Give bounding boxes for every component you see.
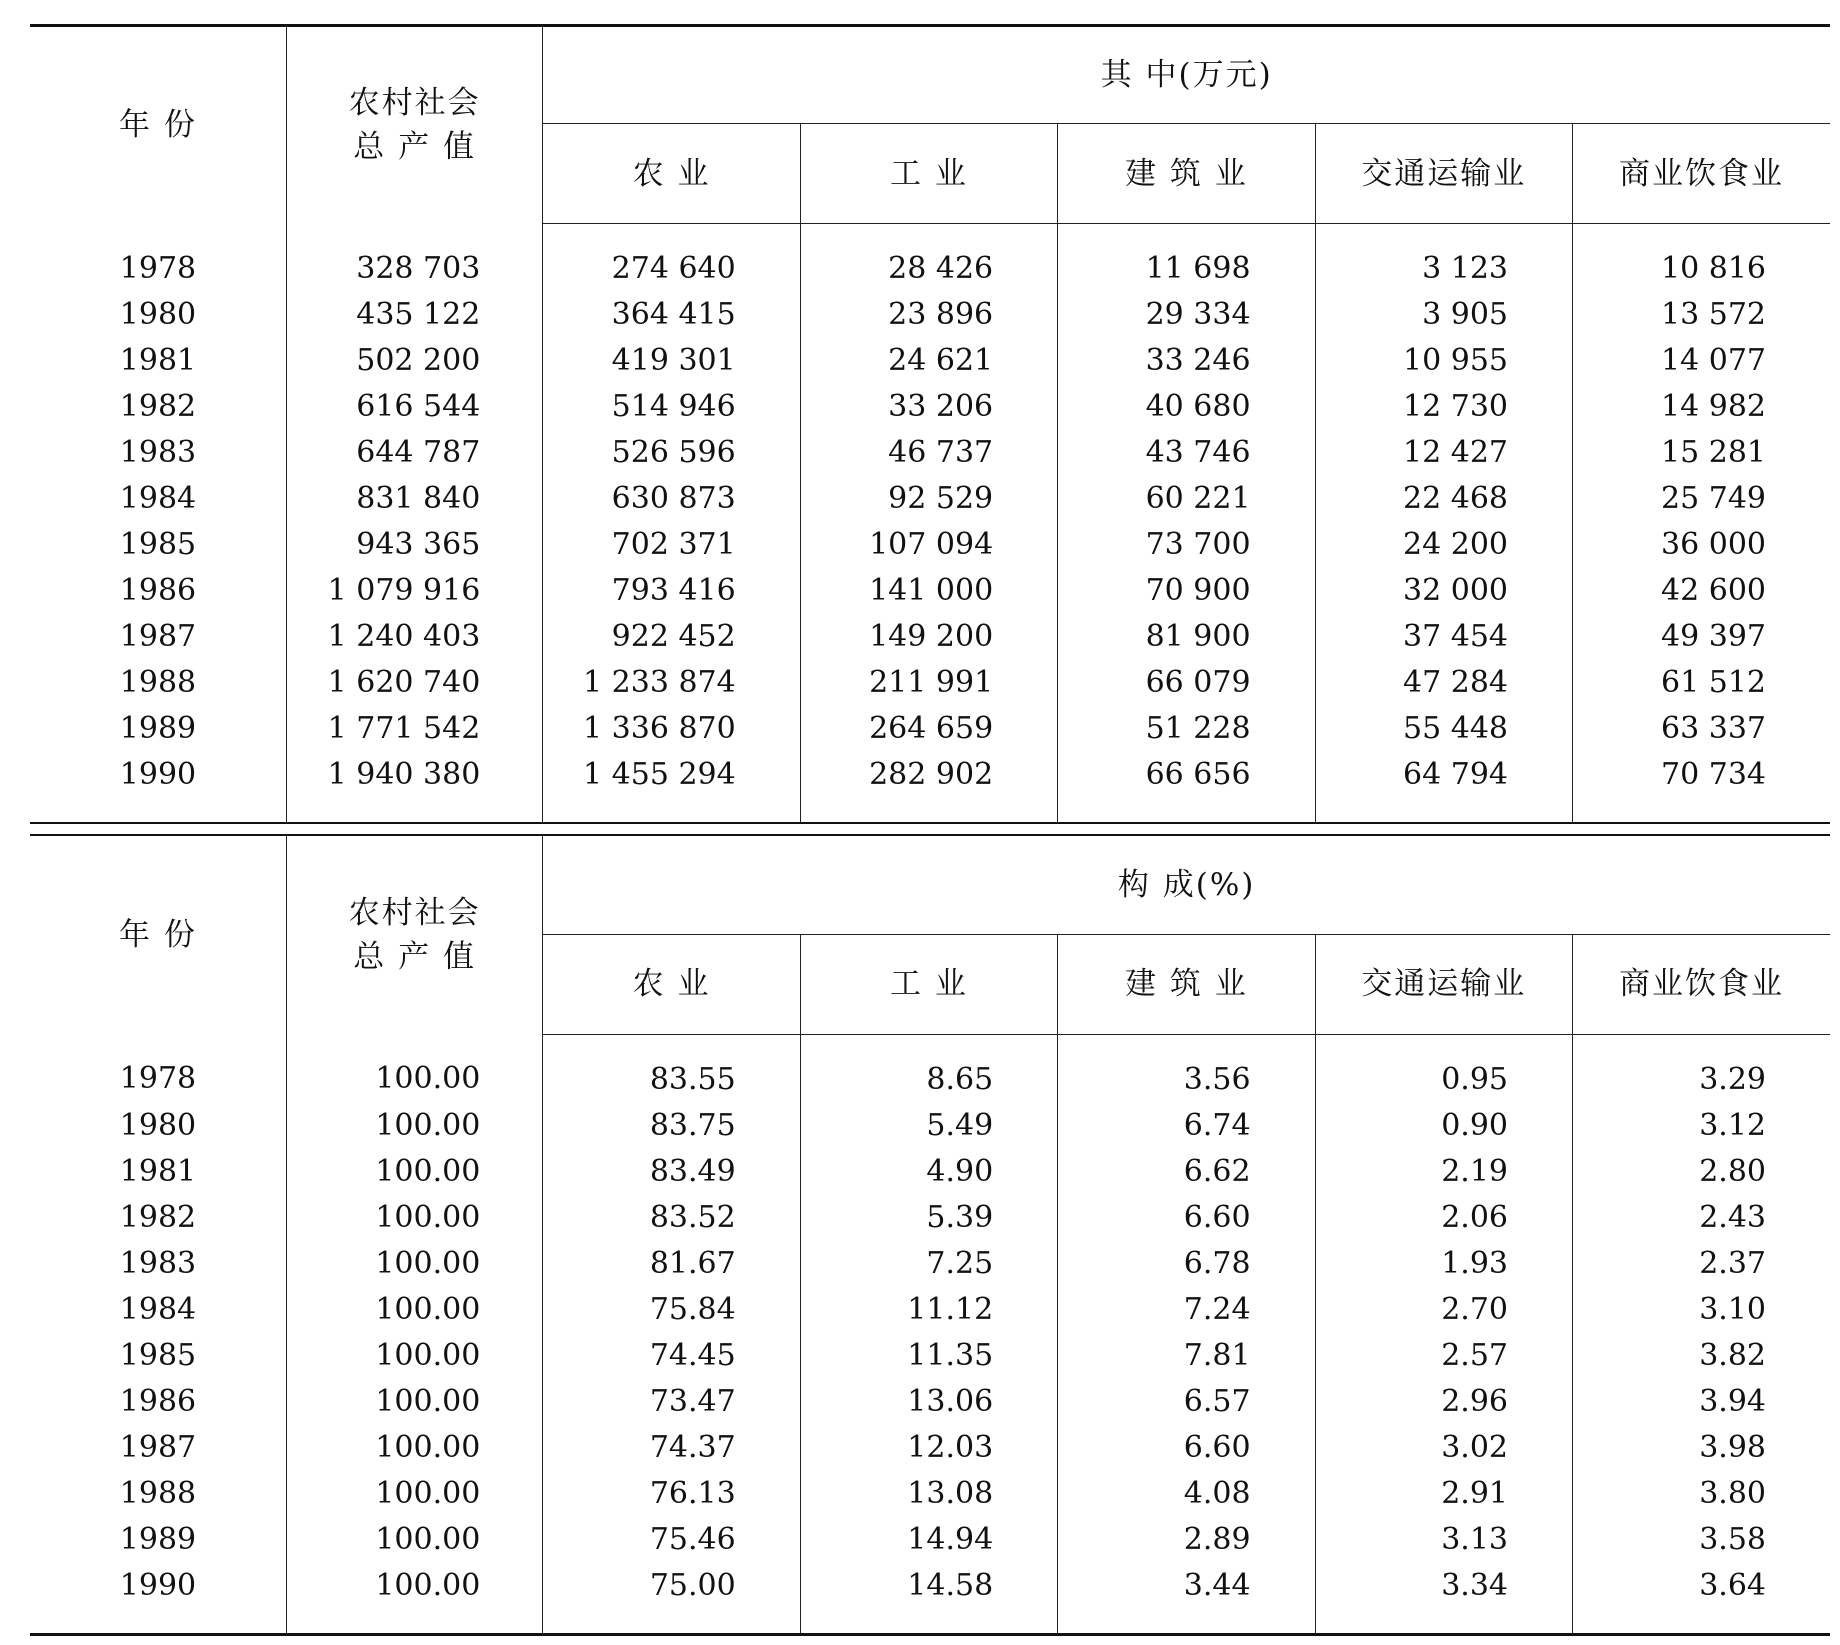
value-cell: 922 452	[543, 614, 800, 660]
value-cell: 2.37	[1573, 1241, 1831, 1287]
value-cell: 14.94	[800, 1517, 1057, 1563]
table-row	[30, 752, 1830, 822]
value-cell: 49 397	[1573, 614, 1831, 660]
year-header: 年 份	[119, 107, 197, 144]
agriculture-header-2: 农 业	[543, 934, 800, 1034]
value-cell: 15 281	[1573, 430, 1831, 476]
table-row	[30, 338, 1830, 384]
value-cell: 14 982	[1573, 384, 1831, 430]
value-cell: 6.60	[1058, 1195, 1315, 1241]
value-cell: 14 077	[1573, 338, 1831, 384]
value-cell: 10 955	[1315, 338, 1572, 384]
year-cell: 1989	[119, 1521, 197, 1557]
value-cell: 64 794	[1315, 752, 1572, 822]
value-cell: 3.94	[1573, 1379, 1831, 1425]
value-cell: 25 749	[1573, 476, 1831, 522]
year-cell: 1987	[119, 1429, 197, 1465]
value-cell: 211 991	[800, 660, 1057, 706]
total-cell: 1 940 380	[286, 752, 542, 822]
value-cell: 83.49	[543, 1149, 800, 1195]
value-cell: 3.34	[1315, 1563, 1572, 1635]
value-cell: 7.24	[1058, 1287, 1315, 1333]
value-cell: 3.80	[1573, 1471, 1831, 1517]
value-cell: 11.35	[800, 1333, 1057, 1379]
value-cell: 6.74	[1058, 1103, 1315, 1149]
total-cell: 100.00	[286, 1149, 542, 1195]
value-cell: 149 200	[800, 614, 1057, 660]
total-cell: 100.00	[286, 1563, 542, 1635]
year-cell: 1986	[119, 1383, 197, 1419]
total-cell: 435 122	[286, 292, 542, 338]
value-cell: 75.84	[543, 1287, 800, 1333]
table-row	[30, 522, 1830, 568]
value-cell: 32 000	[1315, 568, 1572, 614]
value-cell: 74.37	[543, 1425, 800, 1471]
year-cell: 1983	[119, 1245, 197, 1281]
total-output-header-line2: 总 产 值	[353, 129, 476, 166]
value-cell: 793 416	[543, 568, 800, 614]
value-cell: 81 900	[1058, 614, 1315, 660]
value-cell: 33 246	[1058, 338, 1315, 384]
value-cell: 4.90	[800, 1149, 1057, 1195]
value-cell: 12.03	[800, 1425, 1057, 1471]
year-cell: 1985	[119, 1337, 197, 1373]
year-cell: 1978	[119, 1061, 197, 1097]
value-cell: 43 746	[1058, 430, 1315, 476]
year-cell: 1980	[119, 1107, 197, 1143]
year-cell: 1988	[119, 1475, 197, 1511]
value-cell: 13.06	[800, 1379, 1057, 1425]
value-cell: 12 730	[1315, 384, 1572, 430]
value-cell: 76.13	[543, 1471, 800, 1517]
table-row	[30, 1034, 1830, 1103]
total-cell: 100.00	[286, 1241, 542, 1287]
value-cell: 0.90	[1315, 1103, 1572, 1149]
value-cell: 10 816	[1573, 224, 1831, 293]
table-row	[30, 706, 1830, 752]
total-cell: 1 771 542	[286, 706, 542, 752]
value-cell: 4.08	[1058, 1471, 1315, 1517]
total-cell: 328 703	[286, 224, 542, 293]
value-cell: 6.57	[1058, 1379, 1315, 1425]
table-row	[30, 1241, 1830, 1287]
value-cell: 11.12	[800, 1287, 1057, 1333]
value-cell: 51 228	[1058, 706, 1315, 752]
value-cell: 13.08	[800, 1471, 1057, 1517]
transport-header-2: 交通运输业	[1315, 934, 1572, 1034]
year-cell: 1981	[119, 1153, 197, 1189]
output-value-table	[30, 24, 1830, 822]
value-cell: 40 680	[1058, 384, 1315, 430]
table-row	[30, 614, 1830, 660]
total-cell: 100.00	[286, 1195, 542, 1241]
total-output-header-2	[286, 836, 542, 1034]
value-cell: 364 415	[543, 292, 800, 338]
value-cell: 81.67	[543, 1241, 800, 1287]
value-cell: 23 896	[800, 292, 1057, 338]
total-cell: 1 079 916	[286, 568, 542, 614]
table-row	[30, 224, 1830, 293]
value-cell: 7.25	[800, 1241, 1057, 1287]
value-cell: 3.13	[1315, 1517, 1572, 1563]
year-cell: 1990	[119, 757, 197, 792]
value-cell: 66 656	[1058, 752, 1315, 822]
value-cell: 47 284	[1315, 660, 1572, 706]
value-cell: 11 698	[1058, 224, 1315, 293]
value-cell: 3.02	[1315, 1425, 1572, 1471]
industry-header: 工 业	[800, 124, 1057, 224]
value-cell: 419 301	[543, 338, 800, 384]
commerce-catering-header-2: 商业饮食业	[1573, 934, 1831, 1034]
value-cell: 83.52	[543, 1195, 800, 1241]
value-cell: 5.39	[800, 1195, 1057, 1241]
value-cell: 526 596	[543, 430, 800, 476]
table-row	[30, 1103, 1830, 1149]
value-cell: 74.45	[543, 1333, 800, 1379]
table-row	[30, 1149, 1830, 1195]
year-cell: 1988	[119, 665, 197, 700]
total-output-header-2-line1: 农村社会	[348, 895, 481, 931]
year-cell: 1990	[119, 1567, 197, 1603]
table-row	[30, 292, 1830, 338]
value-cell: 61 512	[1573, 660, 1831, 706]
value-cell: 2.06	[1315, 1195, 1572, 1241]
value-cell: 1 336 870	[543, 706, 800, 752]
total-cell: 100.00	[286, 1517, 542, 1563]
value-cell: 1 233 874	[543, 660, 800, 706]
year-cell: 1987	[119, 619, 197, 654]
total-cell: 100.00	[286, 1287, 542, 1333]
year-cell: 1981	[119, 343, 197, 378]
value-cell: 24 200	[1315, 522, 1572, 568]
of-which-group-header: 其 中(万元)	[543, 26, 1830, 124]
value-cell: 282 902	[800, 752, 1057, 822]
year-cell: 1989	[119, 711, 197, 746]
value-cell: 2.57	[1315, 1333, 1572, 1379]
value-cell: 2.70	[1315, 1287, 1572, 1333]
agriculture-header: 农 业	[543, 124, 800, 224]
value-cell: 75.46	[543, 1517, 800, 1563]
total-output-header	[286, 26, 542, 224]
value-cell: 1.93	[1315, 1241, 1572, 1287]
total-cell: 100.00	[286, 1379, 542, 1425]
value-cell: 66 079	[1058, 660, 1315, 706]
year-cell: 1982	[119, 389, 197, 424]
table-row	[30, 1471, 1830, 1517]
value-cell: 36 000	[1573, 522, 1831, 568]
transport-header: 交通运输业	[1315, 124, 1572, 224]
value-cell: 83.75	[543, 1103, 800, 1149]
value-cell: 3 123	[1315, 224, 1572, 293]
value-cell: 274 640	[543, 224, 800, 293]
table-row	[30, 660, 1830, 706]
value-cell: 141 000	[800, 568, 1057, 614]
value-cell: 2.96	[1315, 1379, 1572, 1425]
table-row	[30, 1563, 1830, 1635]
total-cell: 943 365	[286, 522, 542, 568]
construction-header: 建 筑 业	[1058, 124, 1315, 224]
value-cell: 75.00	[543, 1563, 800, 1635]
value-cell: 3.98	[1573, 1425, 1831, 1471]
composition-group-header: 构 成(%)	[543, 836, 1830, 934]
value-cell: 70 734	[1573, 752, 1831, 822]
total-cell: 831 840	[286, 476, 542, 522]
value-cell: 264 659	[800, 706, 1057, 752]
table-row	[30, 568, 1830, 614]
total-cell: 1 240 403	[286, 614, 542, 660]
total-cell: 616 544	[286, 384, 542, 430]
value-cell: 107 094	[800, 522, 1057, 568]
value-cell: 73.47	[543, 1379, 800, 1425]
output-value-table-body	[30, 224, 1830, 823]
table-row	[30, 1287, 1830, 1333]
year-cell: 1984	[119, 481, 197, 516]
year-cell: 1980	[119, 297, 197, 332]
year-cell: 1984	[119, 1291, 197, 1327]
value-cell: 37 454	[1315, 614, 1572, 660]
value-cell: 2.43	[1573, 1195, 1831, 1241]
total-cell: 502 200	[286, 338, 542, 384]
value-cell: 2.19	[1315, 1149, 1572, 1195]
value-cell: 3 905	[1315, 292, 1572, 338]
table-row	[30, 476, 1830, 522]
composition-table	[30, 836, 1830, 1636]
table-row	[30, 384, 1830, 430]
total-cell: 644 787	[286, 430, 542, 476]
value-cell: 73 700	[1058, 522, 1315, 568]
total-output-header-line1: 农村社会	[348, 85, 481, 122]
year-cell: 1986	[119, 573, 197, 608]
value-cell: 28 426	[800, 224, 1057, 293]
value-cell: 3.12	[1573, 1103, 1831, 1149]
total-cell: 100.00	[286, 1425, 542, 1471]
year-cell: 1982	[119, 1199, 197, 1235]
total-cell: 100.00	[286, 1471, 542, 1517]
value-cell: 630 873	[543, 476, 800, 522]
year-header-2: 年 份	[119, 917, 197, 953]
value-cell: 2.89	[1058, 1517, 1315, 1563]
value-cell: 3.56	[1058, 1034, 1315, 1103]
value-cell: 12 427	[1315, 430, 1572, 476]
total-cell: 100.00	[286, 1034, 542, 1103]
value-cell: 6.78	[1058, 1241, 1315, 1287]
table-row	[30, 1379, 1830, 1425]
table-row	[30, 1517, 1830, 1563]
value-cell: 70 900	[1058, 568, 1315, 614]
value-cell: 60 221	[1058, 476, 1315, 522]
total-cell: 1 620 740	[286, 660, 542, 706]
total-cell: 100.00	[286, 1333, 542, 1379]
value-cell: 6.60	[1058, 1425, 1315, 1471]
table-separator	[30, 822, 1830, 836]
value-cell: 2.91	[1315, 1471, 1572, 1517]
value-cell: 6.62	[1058, 1149, 1315, 1195]
value-cell: 92 529	[800, 476, 1057, 522]
industry-header-2: 工 业	[800, 934, 1057, 1034]
value-cell: 5.49	[800, 1103, 1057, 1149]
commerce-catering-header: 商业饮食业	[1573, 124, 1831, 224]
value-cell: 46 737	[800, 430, 1057, 476]
value-cell: 3.29	[1573, 1034, 1831, 1103]
value-cell: 514 946	[543, 384, 800, 430]
value-cell: 63 337	[1573, 706, 1831, 752]
statistics-sheet	[30, 24, 1830, 1636]
value-cell: 2.80	[1573, 1149, 1831, 1195]
table-row	[30, 1333, 1830, 1379]
value-cell: 42 600	[1573, 568, 1831, 614]
table-row	[30, 1195, 1830, 1241]
value-cell: 3.10	[1573, 1287, 1831, 1333]
value-cell: 8.65	[800, 1034, 1057, 1103]
composition-table-body	[30, 1034, 1830, 1634]
value-cell: 3.58	[1573, 1517, 1831, 1563]
value-cell: 0.95	[1315, 1034, 1572, 1103]
value-cell: 7.81	[1058, 1333, 1315, 1379]
value-cell: 3.64	[1573, 1563, 1831, 1635]
value-cell: 3.44	[1058, 1563, 1315, 1635]
construction-header-2: 建 筑 业	[1058, 934, 1315, 1034]
value-cell: 22 468	[1315, 476, 1572, 522]
value-cell: 33 206	[800, 384, 1057, 430]
total-cell: 100.00	[286, 1103, 542, 1149]
year-cell: 1985	[119, 527, 197, 562]
table-row	[30, 430, 1830, 476]
value-cell: 13 572	[1573, 292, 1831, 338]
value-cell: 24 621	[800, 338, 1057, 384]
value-cell: 14.58	[800, 1563, 1057, 1635]
table-row	[30, 1425, 1830, 1471]
value-cell: 83.55	[543, 1034, 800, 1103]
value-cell: 3.82	[1573, 1333, 1831, 1379]
year-cell: 1978	[119, 250, 197, 286]
value-cell: 1 455 294	[543, 752, 800, 822]
value-cell: 55 448	[1315, 706, 1572, 752]
total-output-header-2-line2: 总 产 值	[353, 939, 476, 975]
value-cell: 702 371	[543, 522, 800, 568]
year-cell: 1983	[119, 435, 197, 470]
value-cell: 29 334	[1058, 292, 1315, 338]
